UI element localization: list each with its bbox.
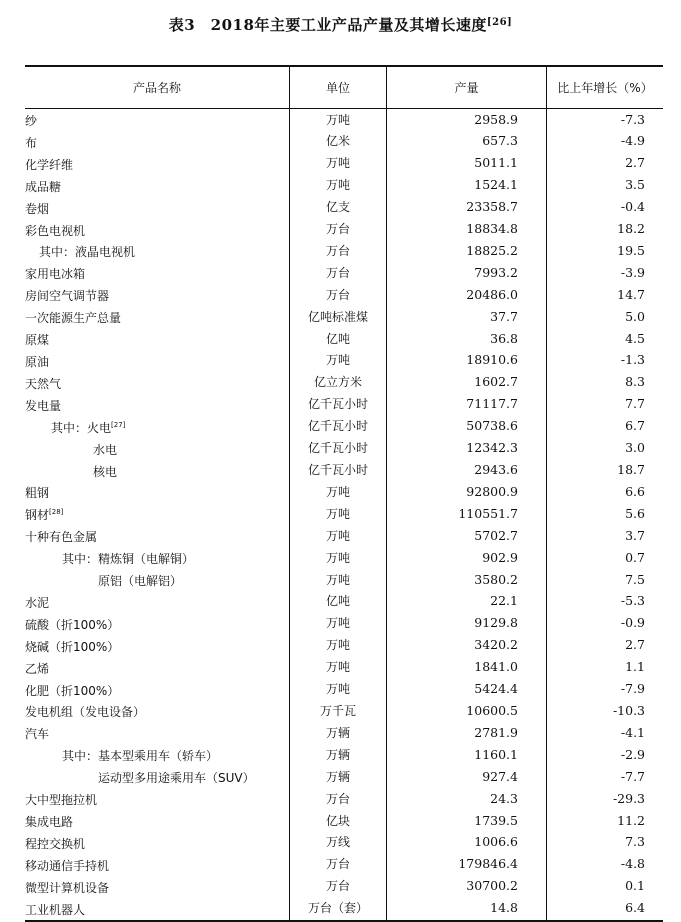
product-name-cell bbox=[25, 306, 290, 328]
product-name-cell bbox=[25, 635, 290, 657]
growth-cell: 5.6 bbox=[547, 503, 664, 525]
product-name-cell bbox=[25, 898, 290, 921]
table-title-text: 表3 2018年主要工业产品产量及其增长速度 bbox=[168, 16, 487, 34]
product-name: 一次能源生产总量 bbox=[25, 311, 122, 326]
unit-cell: 万吨 bbox=[290, 481, 387, 503]
growth-cell: -10.3 bbox=[547, 700, 664, 722]
growth-cell: -0.9 bbox=[547, 613, 664, 635]
output-cell: 12342.3 bbox=[387, 438, 547, 460]
output-cell: 1006.6 bbox=[387, 832, 547, 854]
table-row bbox=[25, 744, 663, 766]
product-name-cell bbox=[25, 109, 290, 131]
output-cell: 10600.5 bbox=[387, 700, 547, 722]
table-row bbox=[25, 240, 663, 262]
output-cell: 37.7 bbox=[387, 306, 547, 328]
unit-cell: 亿吨 bbox=[290, 328, 387, 350]
product-name: 天然气 bbox=[25, 376, 62, 391]
product-name: 集成电路 bbox=[25, 815, 74, 829]
growth-cell: -5.3 bbox=[547, 591, 664, 613]
unit-cell: 万吨 bbox=[290, 679, 387, 701]
unit-cell: 亿米 bbox=[290, 131, 387, 153]
unit-cell: 亿千瓦小时 bbox=[290, 438, 387, 460]
output-cell: 50738.6 bbox=[387, 416, 547, 438]
table-row bbox=[25, 175, 663, 197]
output-cell: 23358.7 bbox=[387, 197, 547, 219]
unit-cell: 亿吨 bbox=[290, 591, 387, 613]
title-footnote-ref: [26] bbox=[486, 17, 513, 28]
unit-cell: 亿支 bbox=[290, 197, 387, 219]
unit-cell: 万吨 bbox=[290, 350, 387, 372]
output-cell: 18825.2 bbox=[387, 240, 547, 262]
product-name: 工业机器人 bbox=[25, 902, 86, 917]
table-title bbox=[0, 14, 681, 35]
table-row bbox=[25, 438, 663, 460]
output-cell: 5702.7 bbox=[387, 525, 547, 547]
growth-cell: 4.5 bbox=[547, 328, 664, 350]
output-cell: 14.8 bbox=[387, 898, 547, 921]
table-row bbox=[25, 306, 663, 328]
output-cell: 36.8 bbox=[387, 328, 547, 350]
product-name-cell bbox=[25, 854, 290, 876]
output-cell: 3420.2 bbox=[387, 635, 547, 657]
unit-cell: 万吨 bbox=[290, 153, 387, 175]
growth-cell: 0.7 bbox=[547, 547, 664, 569]
growth-cell: 14.7 bbox=[547, 284, 664, 306]
unit-cell: 万吨 bbox=[290, 525, 387, 547]
product-name: 十种有色金属 bbox=[25, 530, 98, 545]
unit-cell: 万吨 bbox=[290, 547, 387, 569]
table-row bbox=[25, 547, 663, 569]
table-row bbox=[25, 350, 663, 372]
output-cell: 18910.6 bbox=[387, 350, 547, 372]
product-name-cell bbox=[25, 131, 290, 153]
growth-cell: 3.5 bbox=[547, 175, 664, 197]
unit-cell: 万台 bbox=[290, 876, 387, 898]
unit-cell: 万吨 bbox=[290, 175, 387, 197]
output-cell: 20486.0 bbox=[387, 284, 547, 306]
product-name: 其中：精炼铜（电解铜） bbox=[62, 552, 195, 567]
product-name: 化肥（折100%） bbox=[25, 683, 120, 698]
product-name: 其中：火电 bbox=[51, 420, 112, 435]
output-cell: 30700.2 bbox=[387, 876, 547, 898]
output-cell: 1602.7 bbox=[387, 372, 547, 394]
product-name-cell bbox=[25, 219, 290, 241]
product-name-cell bbox=[25, 350, 290, 372]
unit-cell: 万吨 bbox=[290, 635, 387, 657]
unit-cell: 万线 bbox=[290, 832, 387, 854]
unit-cell: 亿千瓦小时 bbox=[290, 394, 387, 416]
product-name: 运动型多用途乘用车（SUV） bbox=[98, 771, 255, 786]
unit-cell: 万吨 bbox=[290, 569, 387, 591]
output-cell: 2943.6 bbox=[387, 460, 547, 482]
table-row bbox=[25, 788, 663, 810]
unit-cell: 亿立方米 bbox=[290, 372, 387, 394]
product-name-cell bbox=[25, 876, 290, 898]
growth-cell: 3.7 bbox=[547, 525, 664, 547]
product-name-cell bbox=[25, 284, 290, 306]
growth-cell: 19.5 bbox=[547, 240, 664, 262]
output-cell: 3580.2 bbox=[387, 569, 547, 591]
growth-cell: 6.7 bbox=[547, 416, 664, 438]
growth-cell: -29.3 bbox=[547, 788, 664, 810]
output-cell: 902.9 bbox=[387, 547, 547, 569]
product-name: 其中：液晶电视机 bbox=[39, 245, 136, 260]
unit-cell: 万辆 bbox=[290, 744, 387, 766]
growth-cell: 3.0 bbox=[547, 438, 664, 460]
output-cell: 2781.9 bbox=[387, 722, 547, 744]
table-row bbox=[25, 328, 663, 350]
table-row bbox=[25, 197, 663, 219]
table-row bbox=[25, 109, 663, 131]
growth-cell: 18.7 bbox=[547, 460, 664, 482]
output-cell: 1739.5 bbox=[387, 810, 547, 832]
table-row bbox=[25, 854, 663, 876]
output-cell: 5424.4 bbox=[387, 679, 547, 701]
output-cell: 18834.8 bbox=[387, 219, 547, 241]
product-name-cell bbox=[25, 657, 290, 679]
production-table bbox=[25, 65, 663, 922]
unit-cell: 万台 bbox=[290, 240, 387, 262]
unit-cell: 万吨 bbox=[290, 657, 387, 679]
table-row bbox=[25, 722, 663, 744]
table-row bbox=[25, 898, 663, 921]
table-row bbox=[25, 635, 663, 657]
product-name-cell bbox=[25, 240, 290, 262]
product-name: 大中型拖拉机 bbox=[25, 793, 98, 808]
product-name-cell bbox=[25, 569, 290, 591]
product-name-cell bbox=[25, 679, 290, 701]
growth-cell: -7.9 bbox=[547, 679, 664, 701]
unit-cell: 亿千瓦小时 bbox=[290, 416, 387, 438]
product-name: 家用电冰箱 bbox=[25, 267, 86, 282]
table-row bbox=[25, 876, 663, 898]
unit-cell: 亿千瓦小时 bbox=[290, 460, 387, 482]
product-name: 卷烟 bbox=[25, 201, 50, 216]
product-name-cell bbox=[25, 153, 290, 175]
table-row bbox=[25, 460, 663, 482]
footnote-ref: [28] bbox=[49, 508, 64, 517]
output-cell: 9129.8 bbox=[387, 613, 547, 635]
growth-cell: -0.4 bbox=[547, 197, 664, 219]
product-name: 发电机组（发电设备） bbox=[25, 705, 146, 720]
table-row bbox=[25, 481, 663, 503]
table-body bbox=[25, 109, 663, 921]
product-name: 钢材 bbox=[25, 508, 50, 523]
table-row bbox=[25, 810, 663, 832]
growth-cell: 0.1 bbox=[547, 876, 664, 898]
growth-cell: 2.7 bbox=[547, 635, 664, 657]
output-cell: 22.1 bbox=[387, 591, 547, 613]
product-name: 水泥 bbox=[25, 595, 50, 610]
table-row bbox=[25, 700, 663, 722]
unit-cell: 万吨 bbox=[290, 503, 387, 525]
table-row bbox=[25, 262, 663, 284]
table-row bbox=[25, 372, 663, 394]
product-name: 化学纤维 bbox=[25, 157, 74, 172]
growth-cell: 1.1 bbox=[547, 657, 664, 679]
unit-cell: 万台 bbox=[290, 219, 387, 241]
product-name: 微型计算机设备 bbox=[25, 880, 110, 895]
product-name: 纱 bbox=[25, 114, 38, 128]
table-row bbox=[25, 679, 663, 701]
unit-cell: 亿块 bbox=[290, 810, 387, 832]
growth-cell: 11.2 bbox=[547, 810, 664, 832]
product-name: 粗钢 bbox=[25, 486, 50, 501]
growth-cell: 7.7 bbox=[547, 394, 664, 416]
product-name: 布 bbox=[25, 135, 38, 150]
unit-cell: 万辆 bbox=[290, 722, 387, 744]
unit-cell: 万台 bbox=[290, 284, 387, 306]
product-name-cell bbox=[25, 832, 290, 854]
product-name-cell bbox=[25, 547, 290, 569]
product-name: 原煤 bbox=[25, 333, 50, 348]
growth-cell: 6.6 bbox=[547, 481, 664, 503]
growth-cell: 5.0 bbox=[547, 306, 664, 328]
unit-cell: 亿吨标准煤 bbox=[290, 306, 387, 328]
product-name-cell bbox=[25, 328, 290, 350]
product-name: 成品糖 bbox=[25, 179, 62, 194]
output-cell: 5011.1 bbox=[387, 153, 547, 175]
table-row bbox=[25, 591, 663, 613]
product-name-cell bbox=[25, 613, 290, 635]
product-name-cell bbox=[25, 766, 290, 788]
growth-cell: 7.5 bbox=[547, 569, 664, 591]
growth-cell: -1.3 bbox=[547, 350, 664, 372]
unit-cell: 万辆 bbox=[290, 766, 387, 788]
growth-cell: 18.2 bbox=[547, 219, 664, 241]
growth-cell: -2.9 bbox=[547, 744, 664, 766]
table-row bbox=[25, 131, 663, 153]
output-cell: 927.4 bbox=[387, 766, 547, 788]
growth-cell: -7.3 bbox=[547, 109, 664, 131]
product-name: 发电量 bbox=[25, 398, 62, 413]
table-row bbox=[25, 416, 663, 438]
table-row bbox=[25, 832, 663, 854]
output-cell: 1160.1 bbox=[387, 744, 547, 766]
output-cell: 179846.4 bbox=[387, 854, 547, 876]
table-header-row bbox=[25, 66, 663, 109]
product-name: 核电 bbox=[93, 464, 118, 479]
table-row bbox=[25, 766, 663, 788]
growth-cell: -7.7 bbox=[547, 766, 664, 788]
product-name-cell bbox=[25, 460, 290, 482]
table-row bbox=[25, 153, 663, 175]
product-name: 烧碱（折100%） bbox=[25, 639, 120, 654]
growth-cell: -4.9 bbox=[547, 131, 664, 153]
unit-cell: 万台（套） bbox=[290, 898, 387, 921]
product-name: 房间空气调节器 bbox=[25, 289, 110, 304]
unit-cell: 万台 bbox=[290, 854, 387, 876]
product-name: 汽车 bbox=[25, 727, 50, 742]
product-name: 程控交换机 bbox=[25, 836, 86, 851]
table-row bbox=[25, 613, 663, 635]
product-name: 彩色电视机 bbox=[25, 223, 86, 238]
table-row bbox=[25, 525, 663, 547]
output-cell: 1841.0 bbox=[387, 657, 547, 679]
header-growth: 比上年增长（%） bbox=[547, 66, 664, 109]
table-row bbox=[25, 569, 663, 591]
product-name-cell bbox=[25, 503, 290, 525]
unit-cell: 万千瓦 bbox=[290, 700, 387, 722]
output-cell: 657.3 bbox=[387, 131, 547, 153]
product-name-cell bbox=[25, 438, 290, 460]
header-unit: 单位 bbox=[290, 66, 387, 109]
product-name-cell bbox=[25, 481, 290, 503]
output-cell: 71117.7 bbox=[387, 394, 547, 416]
product-name: 水电 bbox=[93, 442, 118, 457]
product-name: 乙烯 bbox=[25, 661, 50, 676]
header-product-name: 产品名称 bbox=[25, 66, 290, 109]
footnote-ref: [27] bbox=[111, 420, 126, 429]
product-name-cell bbox=[25, 197, 290, 219]
product-name-cell bbox=[25, 788, 290, 810]
growth-cell: 7.3 bbox=[547, 832, 664, 854]
growth-cell: -3.9 bbox=[547, 262, 664, 284]
output-cell: 1524.1 bbox=[387, 175, 547, 197]
unit-cell: 万吨 bbox=[290, 109, 387, 131]
unit-cell: 万台 bbox=[290, 788, 387, 810]
product-name-cell bbox=[25, 262, 290, 284]
table-row bbox=[25, 394, 663, 416]
growth-cell: -4.8 bbox=[547, 854, 664, 876]
growth-cell: 6.4 bbox=[547, 898, 664, 921]
product-name-cell bbox=[25, 416, 290, 438]
output-cell: 2958.9 bbox=[387, 109, 547, 131]
growth-cell: 2.7 bbox=[547, 153, 664, 175]
product-name: 原油 bbox=[25, 354, 50, 369]
product-name: 硫酸（折100%） bbox=[25, 617, 120, 632]
table-row bbox=[25, 657, 663, 679]
growth-cell: -4.1 bbox=[547, 722, 664, 744]
table-row bbox=[25, 284, 663, 306]
output-cell: 92800.9 bbox=[387, 481, 547, 503]
growth-cell: 8.3 bbox=[547, 372, 664, 394]
product-name: 其中：基本型乘用车（轿车） bbox=[62, 749, 219, 764]
unit-cell: 万台 bbox=[290, 262, 387, 284]
product-name-cell bbox=[25, 744, 290, 766]
product-name-cell bbox=[25, 810, 290, 832]
header-output: 产量 bbox=[387, 66, 547, 109]
product-name-cell bbox=[25, 722, 290, 744]
output-cell: 110551.7 bbox=[387, 503, 547, 525]
product-name-cell bbox=[25, 525, 290, 547]
product-name-cell bbox=[25, 591, 290, 613]
table-row bbox=[25, 503, 663, 525]
product-name-cell bbox=[25, 372, 290, 394]
output-cell: 7993.2 bbox=[387, 262, 547, 284]
table-row bbox=[25, 219, 663, 241]
product-name-cell bbox=[25, 700, 290, 722]
output-cell: 24.3 bbox=[387, 788, 547, 810]
product-name: 原铝（电解铝） bbox=[98, 574, 183, 589]
product-name: 移动通信手持机 bbox=[25, 858, 110, 873]
product-name-cell bbox=[25, 175, 290, 197]
product-name-cell bbox=[25, 394, 290, 416]
unit-cell: 万吨 bbox=[290, 613, 387, 635]
